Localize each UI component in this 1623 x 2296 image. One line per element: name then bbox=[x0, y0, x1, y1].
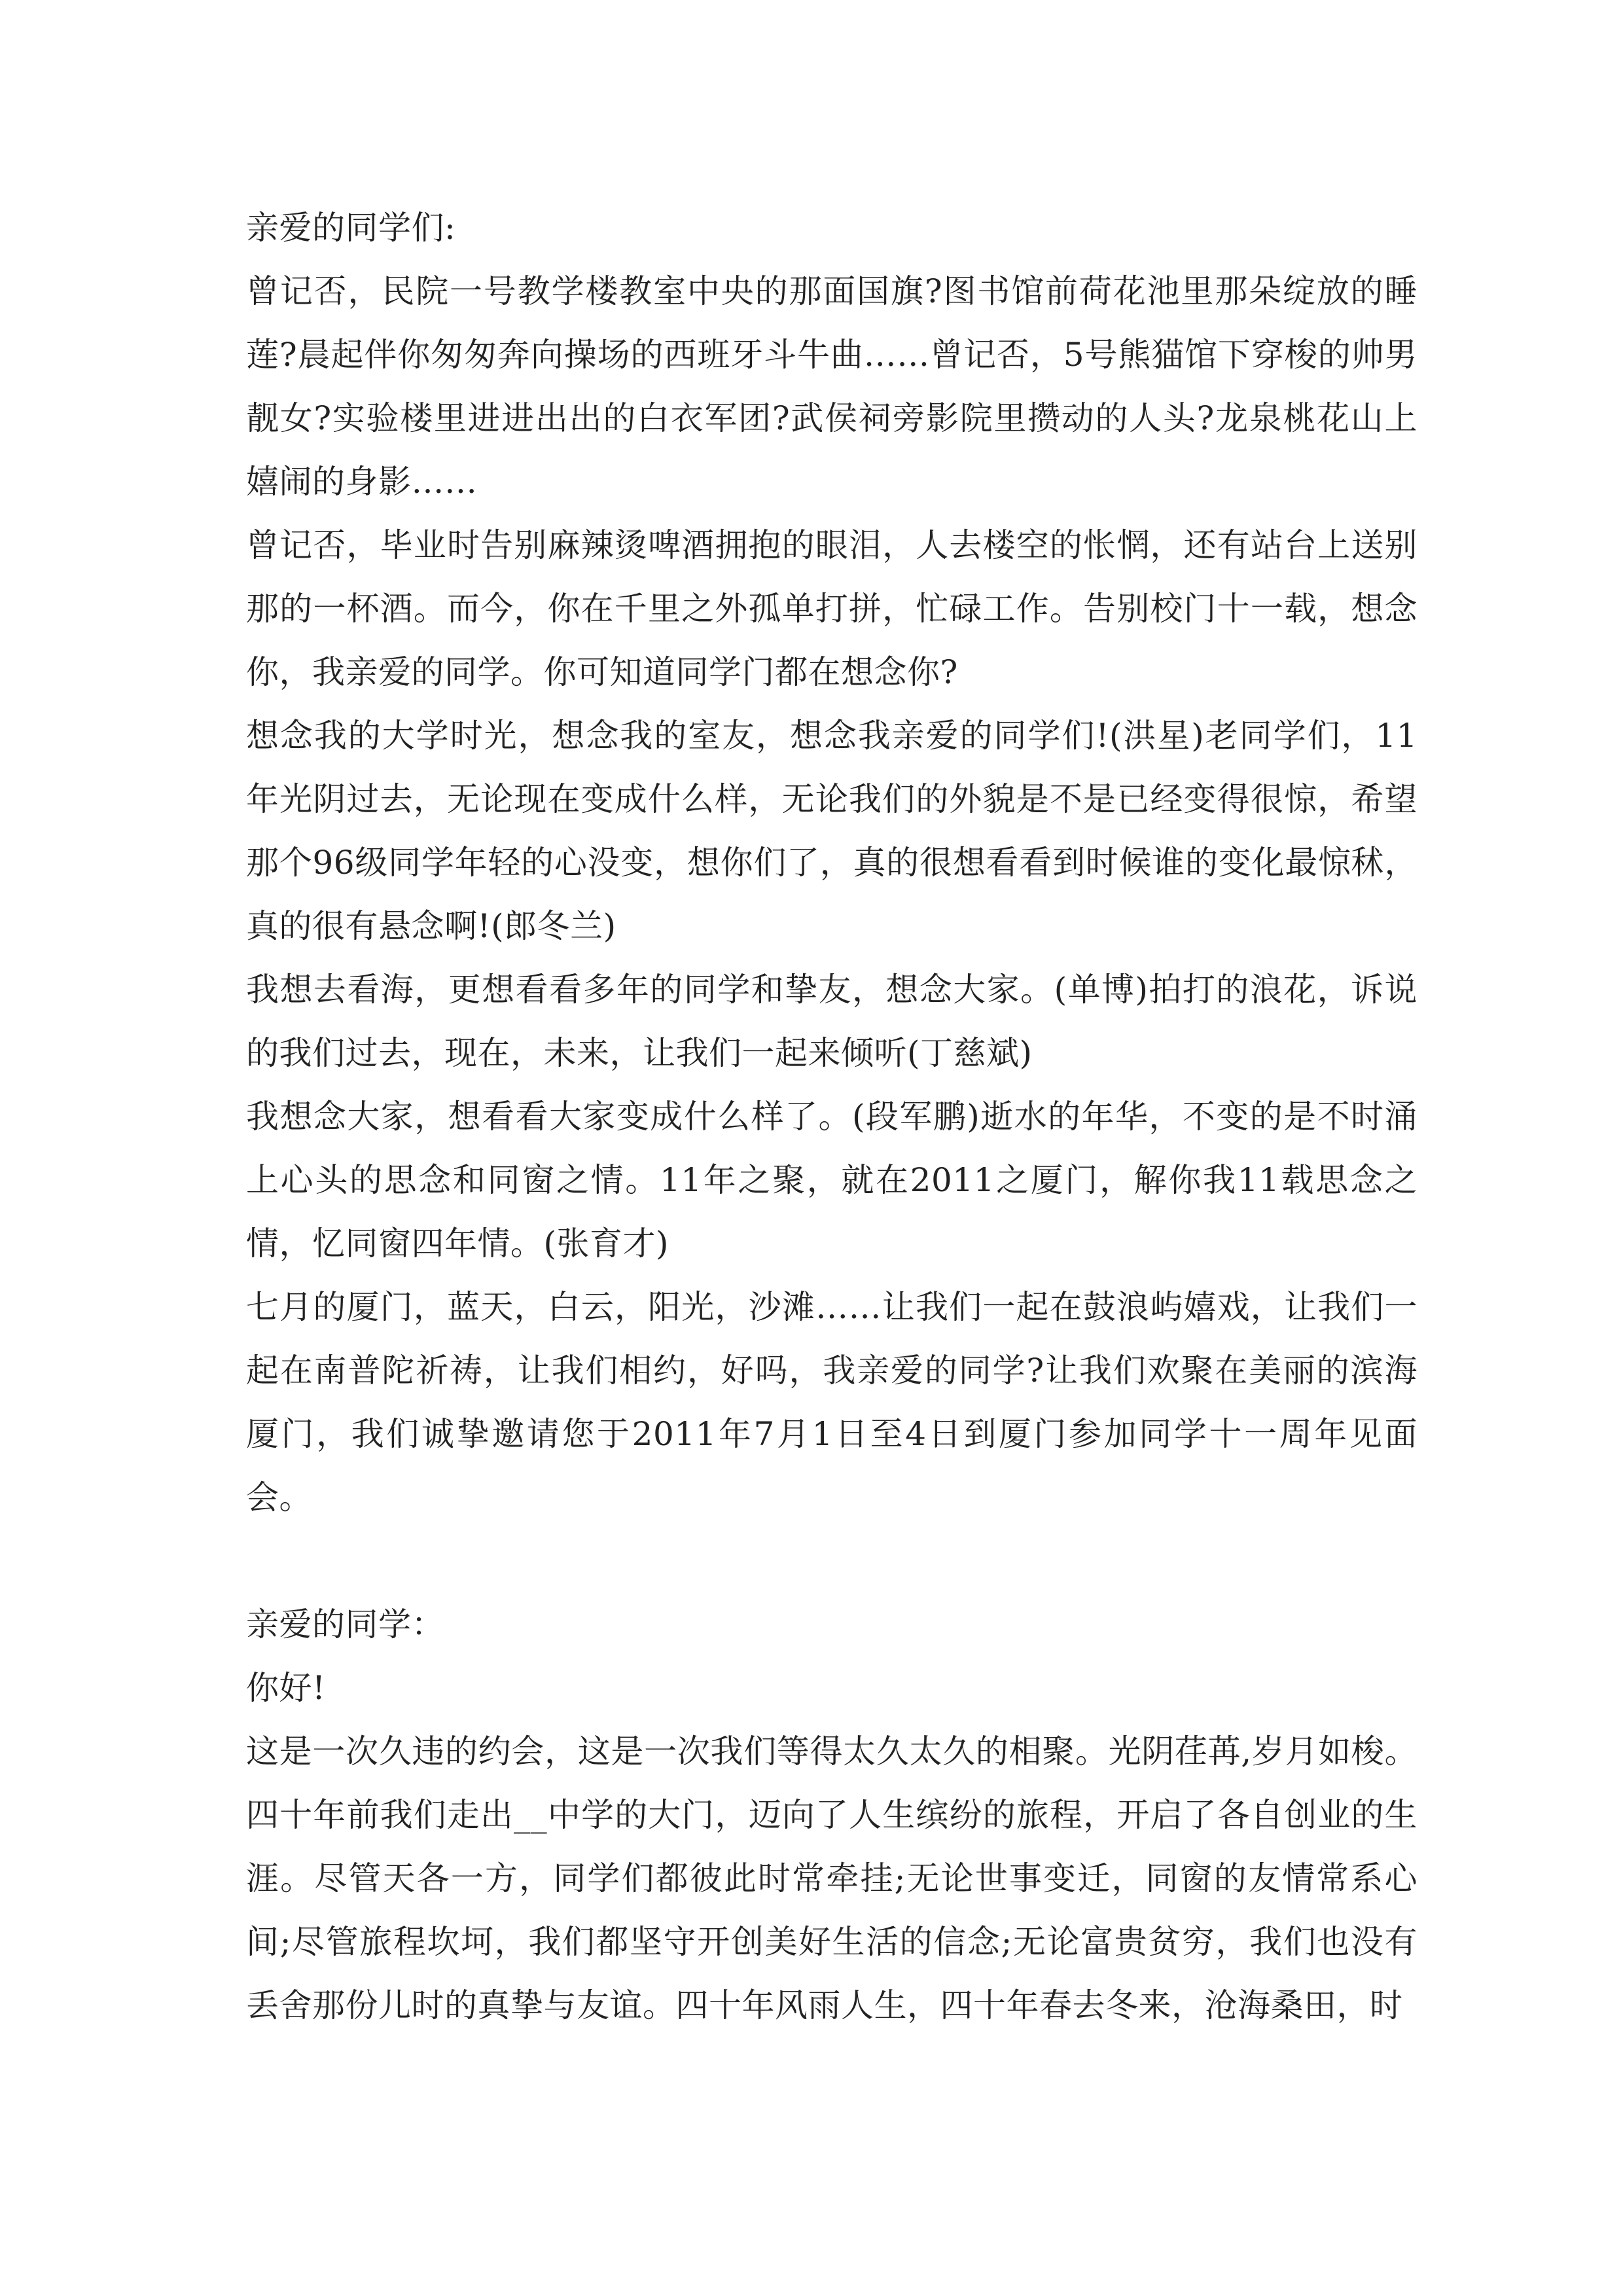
letter1-paragraph: 我想念大家，想看看大家变成什么样了。(段军鹏)逝水的年华，不变的是不时涌上心头的思念和同窗之情。11年之聚，就在2011之厦门，解你我11载思念之情，忆同窗四年情。(张育才) bbox=[246, 1098, 1418, 1263]
document-body bbox=[246, 196, 1418, 2037]
letter1-salutation: 亲爱的同学们: bbox=[246, 209, 456, 247]
letter1-paragraph: 七月的厦门，蓝天，白云，阳光，沙滩……让我们一起在鼓浪屿嬉戏，让我们一起在南普陀祈祷，让我们相约，好吗，我亲爱的同学?让我们欢聚在美丽的滨海厦门，我们诚挚邀请您于2011年7月1日至4日到厦门参加同学十一周年见面会。 bbox=[246, 1288, 1418, 1516]
letter2-salutation: 亲爱的同学： bbox=[246, 1605, 444, 1643]
letter1-paragraph: 想念我的大学时光，想念我的室友，想念我亲爱的同学们!(洪星)老同学们，11年光阴过去，无论现在变成什么样，无论我们的外貌是不是已经变得很惊，希望那个96级同学年轻的心没变，想你们了，真的很想看看到时候谁的变化最惊秫，真的很有悬念啊!(郎冬兰) bbox=[246, 717, 1418, 945]
blank-line-separator bbox=[246, 1530, 1418, 1593]
letter1-paragraph: 曾记否，民院一号教学楼教室中央的那面国旗?图书馆前荷花池里那朵绽放的睡莲?晨起伴你匆匆奔向操场的西班牙斗牛曲……曾记否，5号熊猫馆下穿梭的帅男靓女?实验楼里进进出出的白衣军团?武侯祠旁影院里攒动的人头?龙泉桃花山上嬉闹的身影…… bbox=[246, 272, 1418, 501]
letter2-paragraph: 这是一次久违的约会，这是一次我们等得太久太久的相聚。光阴荏苒,岁月如梭。四十年前我们走出__中学的大门，迈向了人生缤纷的旅程，开启了各自创业的生涯。尽管天各一方，同学们都彼此时常牵挂;无论世事变迁，同窗的友情常系心间;尽管旅程坎坷，我们都坚守开创美好生活的信念;无论富贵贫穷，我们也没有丢舍那份儿时的真挚与友谊。四十年风雨人生，四十年春去冬来，沧海桑田，时 bbox=[246, 1732, 1418, 2024]
letter1-paragraph: 曾记否，毕业时告别麻辣烫啤酒拥抱的眼泪，人去楼空的怅惘，还有站台上送别那的一杯酒。而今，你在千里之外孤单打拼，忙碌工作。告别校门十一载，想念你，我亲爱的同学。你可知道同学门都在想念你? bbox=[246, 526, 1418, 691]
letter1-paragraph: 我想去看海，更想看看多年的同学和挚友，想念大家。(单博)拍打的浪花，诉说的我们过去，现在，未来，让我们一起来倾听(丁慈斌) bbox=[246, 971, 1418, 1072]
letter2-greeting: 你好! bbox=[246, 1669, 326, 1707]
